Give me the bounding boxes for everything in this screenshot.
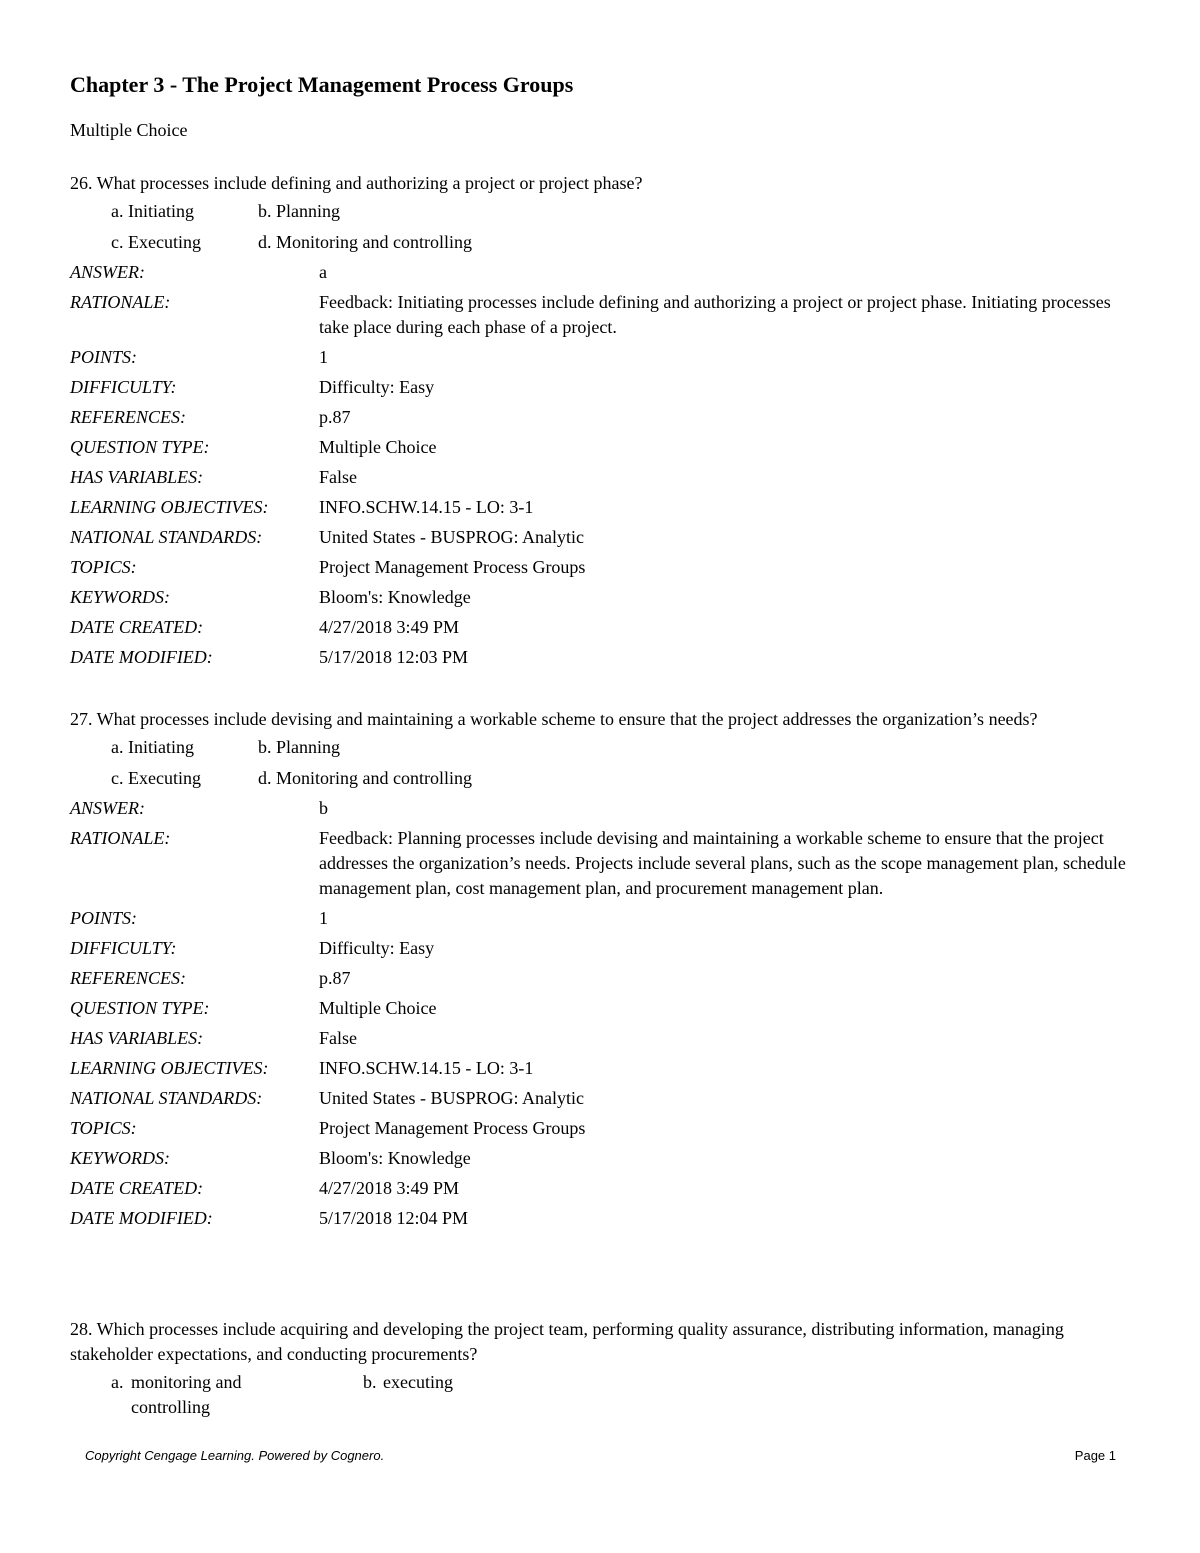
footer-page-number: Page 1 [1074, 1448, 1116, 1463]
keywords-row [70, 585, 1130, 610]
section-heading: Multiple Choice [70, 120, 188, 140]
points-value: 1 [319, 908, 328, 928]
question-text: 27. What processes include devising and maintaining a workable scheme to ensure that the project addresses the organization’s needs? [70, 709, 1038, 729]
national-standards-value: United States - BUSPROG: Analytic [319, 527, 584, 547]
options-row [70, 763, 1130, 794]
references-value: p.87 [319, 407, 351, 427]
topics-label: TOPICS: [70, 557, 137, 577]
keywords-label: KEYWORDS: [70, 1148, 170, 1168]
topics-row [70, 1116, 1130, 1141]
option-a [111, 1370, 363, 1420]
answer-row [70, 260, 1130, 285]
points-row [70, 345, 1130, 370]
option-d: d. Monitoring and controlling [258, 232, 472, 252]
difficulty-value: Difficulty: Easy [319, 938, 435, 958]
rationale-label: RATIONALE: [70, 828, 171, 848]
difficulty-label: DIFFICULTY: [70, 938, 177, 958]
rationale-row [70, 826, 1130, 901]
option-a: a. Initiating [111, 201, 194, 221]
question-27 [70, 707, 1130, 1231]
references-row [70, 405, 1130, 430]
answer-row [70, 796, 1130, 821]
question-type-label: QUESTION TYPE: [70, 437, 210, 457]
question-type-value: Multiple Choice [319, 437, 437, 457]
points-label: POINTS: [70, 347, 137, 367]
option-letter: a. [111, 1372, 124, 1392]
date-created-row [70, 615, 1130, 640]
topics-label: TOPICS: [70, 1118, 137, 1138]
options-row [70, 1370, 1130, 1420]
options-row [70, 227, 1130, 258]
question-text: 28. Which processes include acquiring and developing the project team, performing quality assurance, distributing information, managing stakeholder expectations, and conducting procurements? [70, 1319, 1064, 1364]
points-label: POINTS: [70, 908, 137, 928]
question-type-row [70, 996, 1130, 1021]
keywords-label: KEYWORDS: [70, 587, 170, 607]
rationale-row [70, 290, 1130, 340]
difficulty-row [70, 375, 1130, 400]
rationale-label: RATIONALE: [70, 292, 171, 312]
has-variables-value: False [319, 467, 357, 487]
national-standards-row [70, 525, 1130, 550]
learning-objectives-value: INFO.SCHW.14.15 - LO: 3-1 [319, 497, 534, 517]
date-created-label: DATE CREATED: [70, 1178, 204, 1198]
date-created-label: DATE CREATED: [70, 617, 204, 637]
date-modified-row [70, 1206, 1130, 1231]
difficulty-value: Difficulty: Easy [319, 377, 435, 397]
has-variables-row [70, 465, 1130, 490]
options-row [70, 732, 1130, 763]
rationale-value: Feedback: Initiating processes include defining and authorizing a project or project phase. Initiating processes take place during each phase of a project. [319, 292, 1111, 337]
learning-objectives-row [70, 1056, 1130, 1081]
topics-row [70, 555, 1130, 580]
answer-value: b [319, 798, 328, 818]
keywords-row [70, 1146, 1130, 1171]
page-title: Chapter 3 - The Project Management Process Groups [70, 72, 574, 97]
learning-objectives-value: INFO.SCHW.14.15 - LO: 3-1 [319, 1058, 534, 1078]
question-28 [70, 1317, 1130, 1420]
has-variables-value: False [319, 1028, 357, 1048]
national-standards-row [70, 1086, 1130, 1111]
rationale-value: Feedback: Planning processes include devising and maintaining a workable scheme to ensure that the project addresses the organization’s needs. Projects include several plans, such as the scope management plan, schedule management plan, cost management plan, and procurement management plan. [319, 828, 1126, 898]
has-variables-row [70, 1026, 1130, 1051]
topics-value: Project Management Process Groups [319, 1118, 586, 1138]
answer-label: ANSWER: [70, 798, 145, 818]
date-created-value: 4/27/2018 3:49 PM [319, 617, 460, 637]
option-c: c. Executing [111, 768, 201, 788]
date-modified-label: DATE MODIFIED: [70, 1208, 213, 1228]
option-b [363, 1370, 453, 1420]
option-text: executing [383, 1372, 453, 1392]
question-type-value: Multiple Choice [319, 998, 437, 1018]
question-type-label: QUESTION TYPE: [70, 998, 210, 1018]
has-variables-label: HAS VARIABLES: [70, 1028, 204, 1048]
references-value: p.87 [319, 968, 351, 988]
option-a: a. Initiating [111, 737, 194, 757]
national-standards-value: United States - BUSPROG: Analytic [319, 1088, 584, 1108]
references-label: REFERENCES: [70, 407, 186, 427]
points-row [70, 906, 1130, 931]
date-created-row [70, 1176, 1130, 1201]
option-b: b. Planning [258, 201, 341, 221]
option-c: c. Executing [111, 232, 201, 252]
option-d: d. Monitoring and controlling [258, 768, 472, 788]
option-letter: b. [363, 1372, 377, 1392]
question-text: 26. What processes include defining and authorizing a project or project phase? [70, 173, 643, 193]
date-modified-label: DATE MODIFIED: [70, 647, 213, 667]
footer-copyright: Copyright Cengage Learning. Powered by Cognero. [85, 1448, 385, 1463]
difficulty-row [70, 936, 1130, 961]
date-modified-value: 5/17/2018 12:04 PM [319, 1208, 469, 1228]
has-variables-label: HAS VARIABLES: [70, 467, 204, 487]
national-standards-label: NATIONAL STANDARDS: [70, 1088, 263, 1108]
date-modified-value: 5/17/2018 12:03 PM [319, 647, 469, 667]
question-type-row [70, 435, 1130, 460]
difficulty-label: DIFFICULTY: [70, 377, 177, 397]
option-text: monitoring and controlling [131, 1372, 242, 1417]
keywords-value: Bloom's: Knowledge [319, 587, 471, 607]
points-value: 1 [319, 347, 328, 367]
options-row [70, 196, 1130, 227]
option-b: b. Planning [258, 737, 341, 757]
learning-objectives-label: LEARNING OBJECTIVES: [70, 1058, 269, 1078]
references-label: REFERENCES: [70, 968, 186, 988]
learning-objectives-row [70, 495, 1130, 520]
keywords-value: Bloom's: Knowledge [319, 1148, 471, 1168]
topics-value: Project Management Process Groups [319, 557, 586, 577]
date-created-value: 4/27/2018 3:49 PM [319, 1178, 460, 1198]
learning-objectives-label: LEARNING OBJECTIVES: [70, 497, 269, 517]
question-26 [70, 171, 1130, 670]
answer-label: ANSWER: [70, 262, 145, 282]
national-standards-label: NATIONAL STANDARDS: [70, 527, 263, 547]
references-row [70, 966, 1130, 991]
answer-value: a [319, 262, 327, 282]
date-modified-row [70, 645, 1130, 670]
